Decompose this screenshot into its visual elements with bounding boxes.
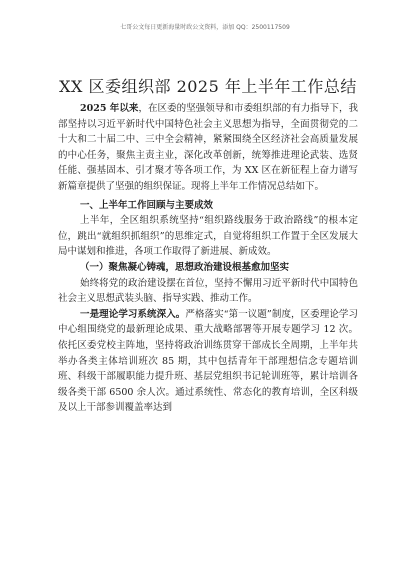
item1-paragraph (58, 307, 358, 416)
document-title: XX 区委组织部 2025 年上半年工作总结 (59, 77, 357, 96)
subsection1-heading: （一）聚焦凝心铸魂，思想政治建设根基愈加坚实 (80, 261, 290, 273)
section1-heading: 一、上半年工作回顾与主要成效 (80, 199, 214, 211)
section1-paragraph: 上半年，全区组织系统坚持“组织路线服务于政治路线”的根本定位，跳出“就组织抓组织”的思维定式，自觉将组织工作置于全区发展大局中谋划和推进，各项工作取得了新进展、新成效。 (58, 215, 358, 258)
document-body (58, 74, 358, 416)
watermark-text: 七哥公文每日更新海量时政公文资料，添加 QQ：2500117509 (120, 24, 290, 31)
intro-lead: 2025 年以来 (80, 103, 139, 114)
item1-text: 严格落实“第一议题”制度，区委理论学习中心组围绕党的最新理论成果、重大战略部署等开展专题学习 12 次。依托区委党校主阵地，坚持将政治训练贯穿干部成长全周期，上半年共举办各类主体培训班次 85 期，其中包括青年干部理想信念专题培训班、科级干部履职能力提升班、基层党组织书记轮训班等，累计培训各级各类干部 6500 余人次。通过系统性、常态化的教育培训，全区科级及以上干部参训覆盖率达到 (58, 308, 358, 414)
subsection1-paragraph: 始终将党的政治建设摆在首位，坚持不懈用习近平新时代中国特色社会主义思想武装头脑、指导实践、推动工作。 (58, 277, 358, 305)
intro-paragraph (58, 101, 358, 195)
intro-text: ，在区委的坚强领导和市委组织部的有力指导下，我部坚持以习近平新时代中国特色社会主义思想为指导，全面贯彻党的二十大和二十届二中、三中全会精神，紧紧围绕全区经济社会高质量发展的中心任务，聚焦主责主业，深化改革创新，统筹推进理论武装、选贤任能、强基固本、引才聚才等各项工作，为 XX 区在新征程上奋力谱写新篇章提供了坚强的组织保证。现将上半年工作情况总结如下。 (58, 103, 358, 192)
item1-lead: 一是理论学习系统深入。 (80, 308, 186, 320)
